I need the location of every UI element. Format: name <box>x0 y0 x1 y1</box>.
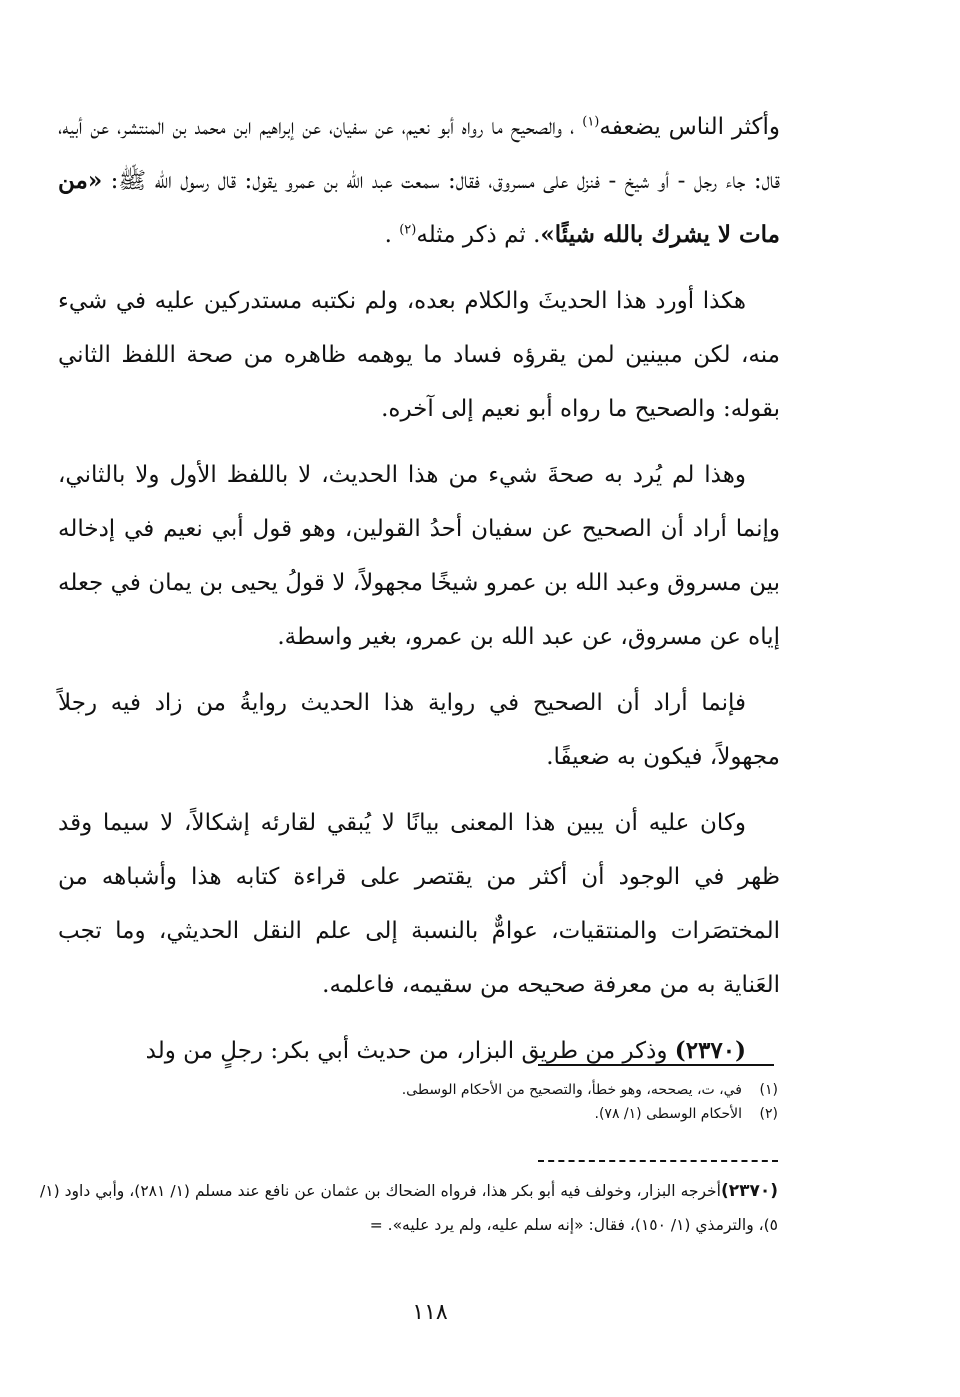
commentary-note <box>40 1174 778 1242</box>
text-run: . <box>384 222 400 248</box>
paragraph-1 <box>58 100 780 262</box>
paragraph-3: وهذا لم يُرد به صحةَ شيء من هذا الحديث، لا باللفظ الأول ولا بالثاني، وإنما أراد أن الصحيح عن سفيان أحدُ القولين، وهو قول أبي نعيم في إدخاله بين مسروق وعبد الله بن عمرو شيخًا مجهولاً، لا قولُ يحيى بن يمان في جعله إياه عن مسروق، عن عبد الله بن عمرو، بغير واسطة. <box>58 462 780 650</box>
footnote-1 <box>300 1078 778 1102</box>
hadith-quote: «من مات لا يشرك بالله شيئًا» <box>58 167 780 248</box>
paragraph-6 <box>58 1024 780 1078</box>
commentary-separator <box>538 1160 778 1162</box>
footnote-marker-1: (١) <box>582 114 600 130</box>
entry-number: (٢٣٧٠) <box>674 1037 746 1064</box>
footnote-marker-2: (٢) <box>399 222 417 238</box>
footnote-number: (٢) <box>759 1106 778 1122</box>
paragraph-5: وكان عليه أن يبين هذا المعنى بيانًا لا يُبقي لقارئه إشكالاً، لا سيما وقد ظهر في الوجود أن أكثر من يقتصر على قراءة كتابه هذا وأشباهه من المختصَرات والمنتقيات، عوامٌّ بالنسبة إلى علم النقل الحديثي، وما تجب العَناية به من معرفة صحيحه من سقيمه، فاعلمه. <box>58 810 780 998</box>
text-run: وأكثر الناس يضعفه <box>599 114 781 140</box>
footnote-text: في، ت، يصححه، وهو خطأ، والتصحيح من الأحكام الوسطى. <box>401 1082 742 1098</box>
footnote-separator <box>538 1064 774 1066</box>
commentary-text: أخرجه البزار، وخولف فيه أبو بكر هذا، فرواه الضحاك بن عثمان عن نافع عند مسلم (١/ ٢٨١)، وأبي داود (١/ ٥)، والترمذي (١/ ١٥٠)، فقال: «إنه سلم عليه، ولم يرد عليه». = <box>40 1182 778 1234</box>
text-run: وذكر من طريق البزار، من حديث أبي بكر: رجلٍ من ولد <box>145 1038 675 1064</box>
footnote-text: الأحكام الوسطى (١/ ٧٨). <box>594 1106 742 1122</box>
footnote-2 <box>300 1102 778 1126</box>
text-run: . ثم ذكر مثله <box>416 222 541 248</box>
commentary-number: (٢٣٧٠) <box>720 1181 779 1201</box>
page-number: ١١٨ <box>412 1300 448 1325</box>
paragraph-2: هكذا أورد هذا الحديثَ والكلام بعده، ولم نكتبه مستدركين عليه في شيء منه، لكن مبينين لمن يقرؤه فساد ما يوهمه ظاهره من صحة اللفظ الثاني بقوله: والصحيح ما رواه أبو نعيم إلى آخره. <box>58 288 780 422</box>
footnote-number: (١) <box>759 1082 778 1098</box>
text-run: ، والصحيح ما رواه أبو نعيم، عن سفيان، عن إبراهيم ابن محمد بن المنتشر، عن أبيه، قال: جاء رجل - أو شيخ - فنزل على مسروق، فقال: سمعت عبد الله بن عمرو يقول: قال رسول الله ﷺ: <box>58 114 780 194</box>
main-text <box>58 100 780 1090</box>
paragraph-4: فإنما أراد أن الصحيح في رواية هذا الحديث روايةُ من زاد فيه رجلاً مجهولاً، فيكون به ضعيفًا. <box>58 690 780 770</box>
footnotes <box>300 1078 778 1126</box>
